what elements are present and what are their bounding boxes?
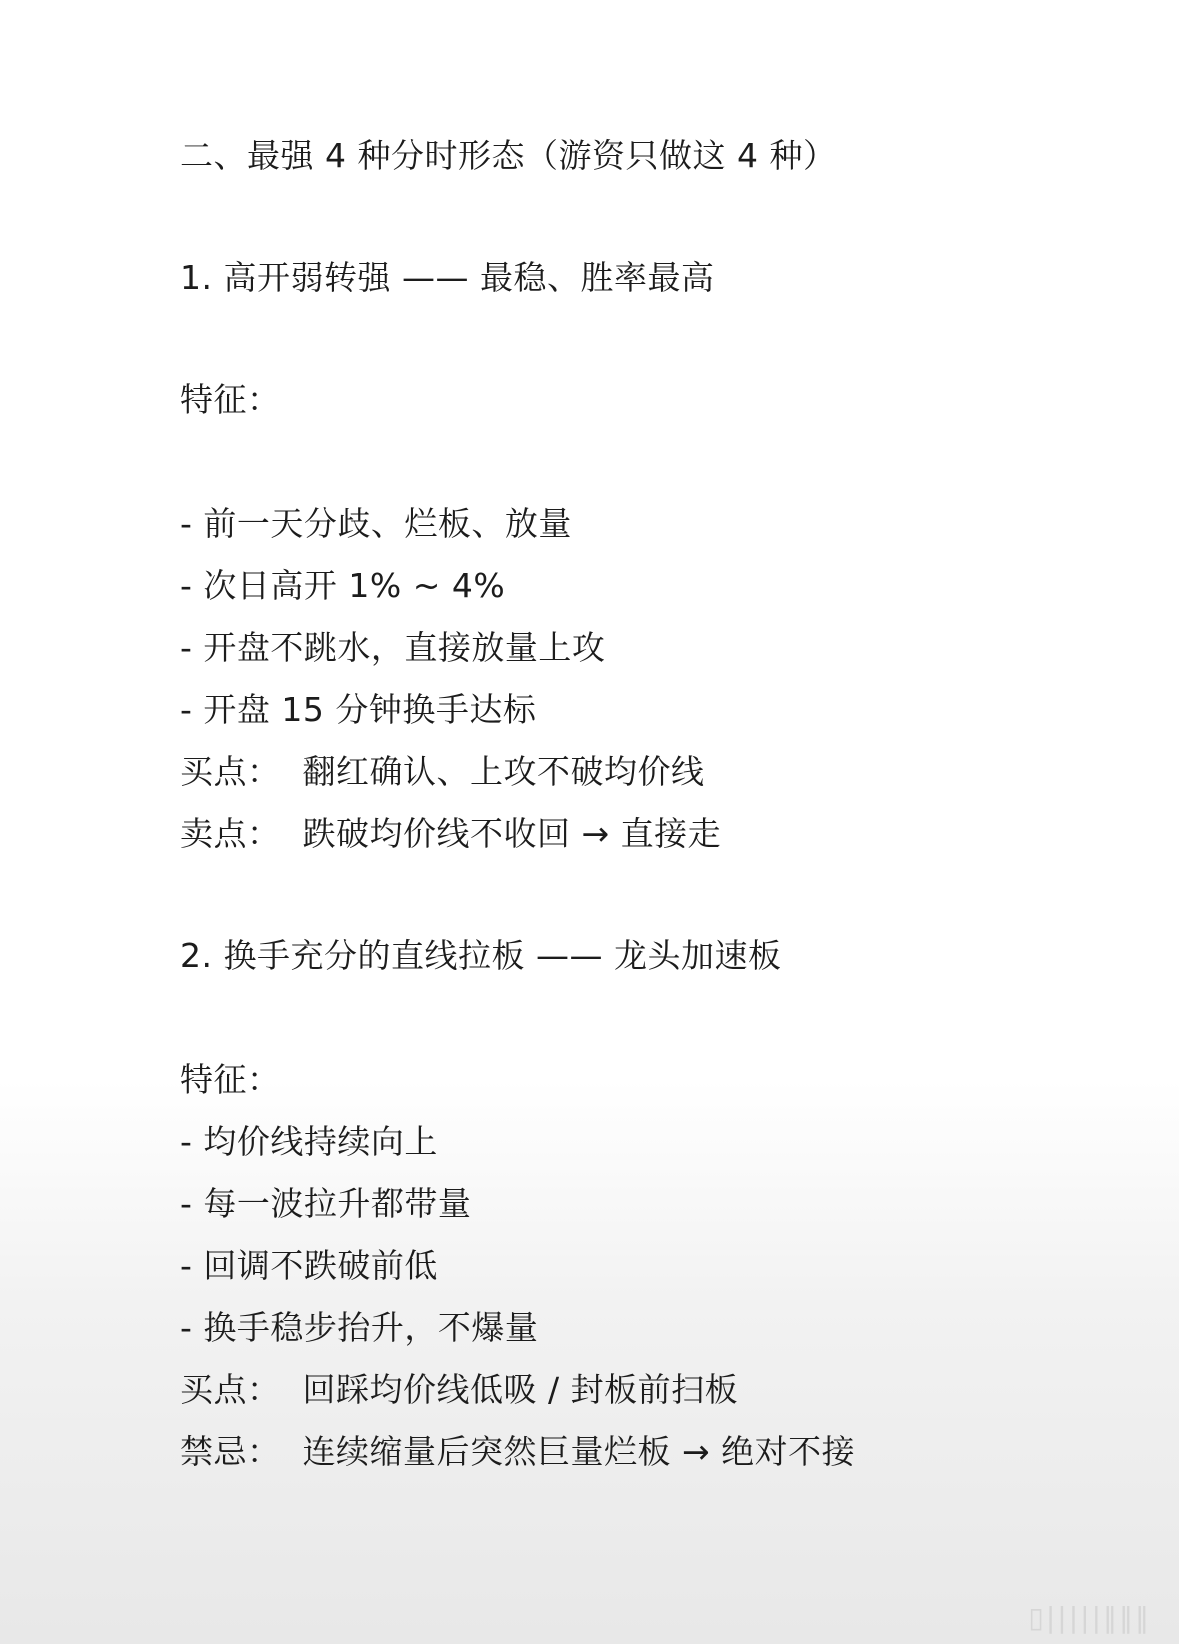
pattern1-feature-3: - 开盘不跳水，直接放量上攻 bbox=[180, 628, 606, 667]
pattern1-title: 1. 高开弱转强 —— 最稳、胜率最高 bbox=[180, 258, 715, 297]
pattern2-feature-1: - 均价线持续向上 bbox=[180, 1122, 438, 1161]
pattern2-taboo: 禁忌： 连续缩量后突然巨量烂板 → 绝对不接 bbox=[180, 1432, 856, 1471]
pattern2-title: 2. 换手充分的直线拉板 —— 龙头加速板 bbox=[180, 936, 782, 975]
pattern2-feature-3: - 回调不跌破前低 bbox=[180, 1246, 438, 1285]
pattern1-buy-point: 买点： 翻红确认、上攻不破均价线 bbox=[180, 752, 705, 791]
watermark-icon: ▯|||||‖‖‖ bbox=[1028, 1601, 1151, 1634]
section-heading: 二、最强 4 种分时形态（游资只做这 4 种） bbox=[180, 136, 837, 175]
pattern1-features-label: 特征： bbox=[180, 380, 281, 419]
pattern2-feature-4: - 换手稳步抬升，不爆量 bbox=[180, 1308, 539, 1347]
pattern1-feature-2: - 次日高开 1% ~ 4% bbox=[180, 566, 506, 605]
pattern2-feature-2: - 每一波拉升都带量 bbox=[180, 1184, 472, 1223]
pattern2-features-label: 特征： bbox=[180, 1060, 281, 1099]
pattern2-buy-point: 买点： 回踩均价线低吸 / 封板前扫板 bbox=[180, 1370, 739, 1409]
pattern1-feature-4: - 开盘 15 分钟换手达标 bbox=[180, 690, 537, 729]
pattern1-feature-1: - 前一天分歧、烂板、放量 bbox=[180, 504, 572, 543]
pattern1-sell-point: 卖点： 跌破均价线不收回 → 直接走 bbox=[180, 814, 722, 853]
